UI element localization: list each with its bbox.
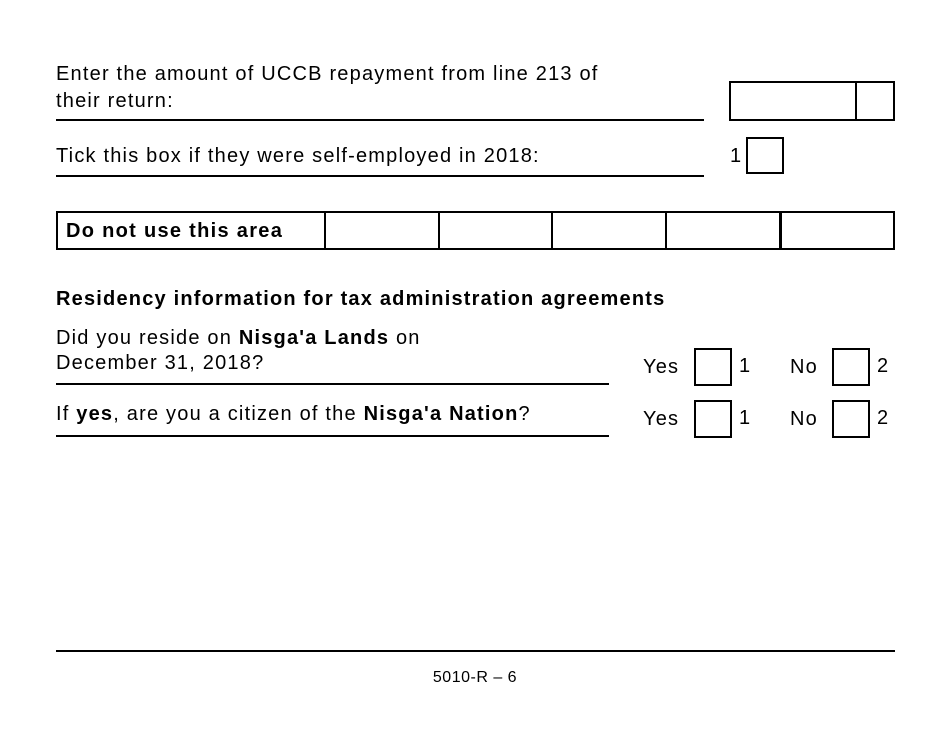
residency-q1-underline [56,383,609,385]
residency-q1-no-code: 2 [877,355,889,377]
residency-q2-text2: , are you a citizen of the [113,403,364,425]
residency-q1-no-checkbox[interactable] [832,348,870,386]
self-employed-underline [56,175,704,177]
self-employed-label: Tick this box if they were self-employed in 2018: [56,145,540,167]
office-use-cell-3 [551,213,665,248]
uccb-label-line1: Enter the amount of UCCB repayment from line 213 of [56,63,599,85]
self-employed-code: 1 [730,145,742,167]
residency-q2-yes-checkbox[interactable] [694,400,732,438]
residency-q1-yes-code: 1 [739,355,751,377]
residency-q2-text3: ? [518,403,531,425]
residency-q1-text1: Did you reside on [56,327,239,349]
residency-q2-line [56,401,531,428]
uccb-amount-field[interactable] [729,81,895,121]
residency-q2-text1: If [56,403,77,425]
residency-q2-no-label: No [790,408,818,430]
residency-q2-yes-label: Yes [643,408,680,430]
residency-q2-yes-code: 1 [739,407,751,429]
uccb-label-line2: their return: [56,90,174,112]
residency-heading: Residency information for tax administration agreements [56,288,666,310]
residency-q2-underline [56,435,609,437]
uccb-cents-field[interactable] [855,83,893,119]
residency-q2-bold-yes: yes [76,403,114,425]
residency-q1-yes-checkbox[interactable] [694,348,732,386]
uccb-underline [56,119,704,121]
residency-q2-no-code: 2 [877,407,889,429]
residency-q2-no-checkbox[interactable] [832,400,870,438]
residency-q1-text2: on [389,327,421,349]
office-use-cell-2 [438,213,551,248]
residency-q2-bold-nisgaa-nation: Nisga'a Nation [363,403,519,425]
footer-rule [56,650,895,652]
office-use-cell-4 [665,213,779,248]
residency-q1-line2: December 31, 2018? [56,352,265,374]
residency-q1-no-label: No [790,356,818,378]
footer-page-id: 5010-R – 6 [432,669,518,686]
residency-q1-bold-nisgaa-lands: Nisga'a Lands [238,327,390,349]
residency-q1-line1 [56,325,421,352]
self-employed-checkbox[interactable] [746,137,784,174]
office-use-label: Do not use this area [66,220,284,242]
office-use-grid [56,211,895,250]
office-use-cell-5 [779,213,893,248]
office-use-cell-1 [324,213,438,248]
residency-q1-yes-label: Yes [643,356,680,378]
